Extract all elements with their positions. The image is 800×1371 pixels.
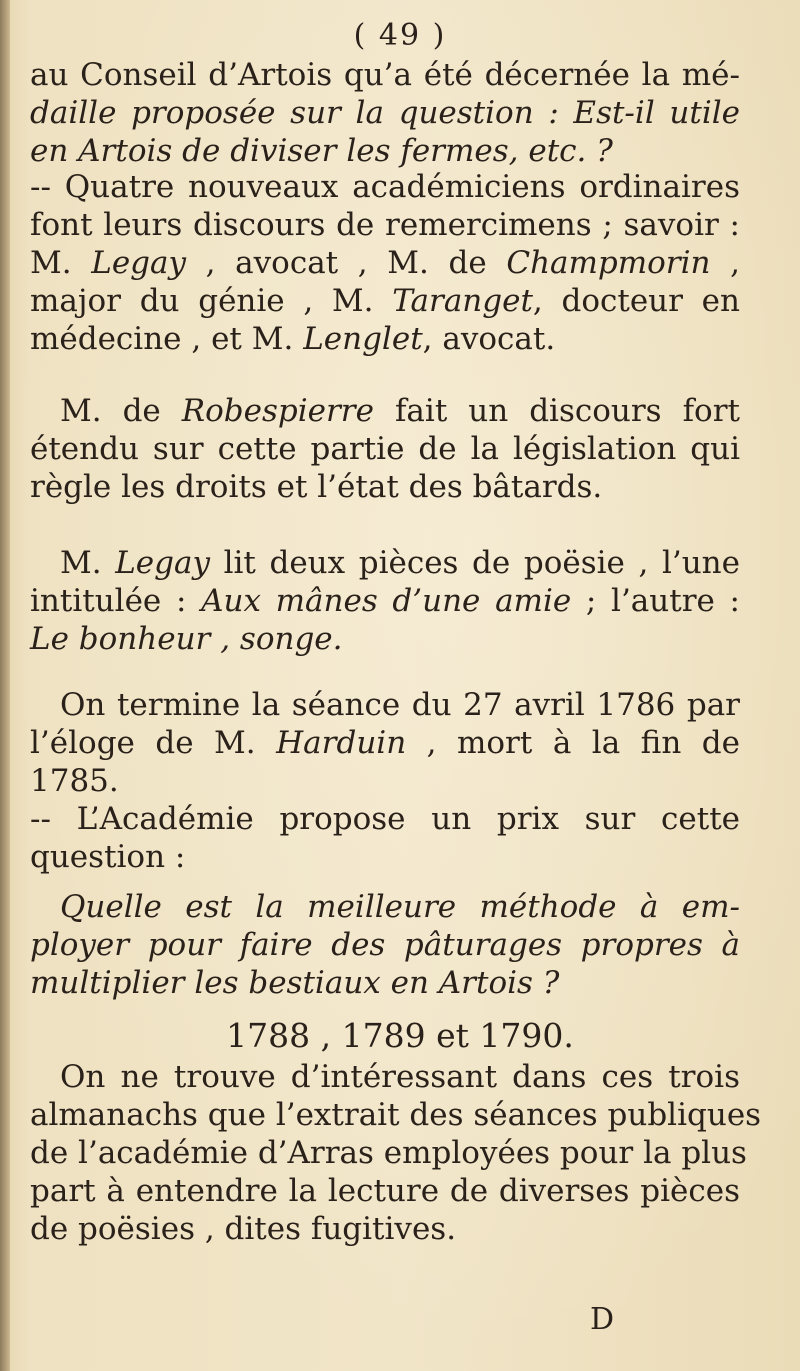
- text-line: au Conseil d’Artois qu’a été décernée la mé-: [30, 57, 740, 93]
- text-line: On ne trouve d’intéressant dans ces trois: [60, 1059, 740, 1095]
- text-run: ,: [710, 245, 741, 281]
- paragraph-session-close: [30, 686, 740, 800]
- name-legay: Legay: [115, 545, 210, 581]
- text-line: en Artois de diviser les fermes, etc. ?: [30, 133, 613, 169]
- binding-gutter: [0, 0, 10, 1371]
- text-run: , mort à la fin de: [406, 725, 740, 761]
- text-line: de l’académie d’Arras employées pour la plus: [30, 1135, 747, 1171]
- paragraph-prize-announcement: [30, 800, 740, 876]
- page-number: ( 49 ): [353, 18, 447, 53]
- text-run: , avocat , M. de: [186, 245, 507, 281]
- name-legay: Legay: [91, 245, 187, 281]
- text-line: [30, 544, 740, 582]
- text-line: -- Quatre nouveaux académiciens ordinaires: [30, 169, 740, 205]
- name-robespierre: Robespierre: [181, 393, 374, 429]
- name-taranget: Taranget: [392, 283, 533, 319]
- text-line: 1785.: [30, 763, 119, 799]
- text-line: -- L’Académie propose un prix sur cette: [30, 801, 740, 837]
- text-run: M.: [60, 545, 116, 581]
- name-lenglet: Lenglet: [303, 321, 423, 357]
- text-line: On termine la séance du 27 avril 1786 par: [60, 687, 740, 723]
- text-line: [30, 244, 740, 282]
- text-line: règle les droits et l’état des bâtards.: [30, 469, 603, 505]
- text-line: de poësies , dites fugitives.: [30, 1211, 457, 1247]
- paragraph-poetry-reading: [30, 544, 740, 658]
- text-line: ployer pour faire des pâturages propres à: [30, 927, 740, 963]
- text-line: multiplier les bestiaux en Artois ?: [30, 965, 560, 1001]
- text-run: ; l’autre :: [571, 583, 741, 619]
- text-run: médecine , et M.: [30, 321, 304, 357]
- text-run: , docteur en: [532, 283, 740, 319]
- text-run: lit deux pièces de poësie , l’une: [209, 545, 740, 581]
- text-line: [30, 392, 740, 430]
- paragraph-almanacs: [30, 1058, 762, 1248]
- paragraph-prize-medal: [30, 56, 740, 170]
- text-run: major du génie , M.: [30, 283, 393, 319]
- text-line: [30, 282, 740, 320]
- section-heading-years: 1788 , 1789 et 1790.: [226, 1016, 574, 1055]
- paragraph-new-academicians: [30, 168, 740, 358]
- name-champmorin: Champmorin: [506, 245, 711, 281]
- paragraph-prize-question: [30, 888, 740, 1002]
- text-line: Quelle est la meilleure méthode à em-: [60, 889, 740, 925]
- text-line: [30, 724, 740, 762]
- signature-mark: D: [590, 1302, 615, 1337]
- text-line: [30, 582, 740, 620]
- text-run: M. de: [60, 393, 182, 429]
- text-line: daille proposée sur la question : Est-il utile: [30, 95, 740, 131]
- text-run: fait un discours fort: [373, 393, 740, 429]
- text-line: font leurs discours de remercimens ; savoir :: [30, 207, 740, 243]
- text-line: part à entendre la lecture de diverses pièces: [30, 1173, 740, 1209]
- text-line: étendu sur cette partie de la législation qui: [30, 431, 740, 467]
- text-line: almanachs que l’extrait des séances publiques: [30, 1097, 762, 1133]
- text-line: [30, 320, 740, 358]
- text-run: , avocat.: [422, 321, 556, 357]
- paragraph-robespierre: [30, 392, 740, 506]
- text-run: intitulée :: [30, 583, 202, 619]
- poem-title: Aux mânes d’une amie: [201, 583, 572, 619]
- text-run: l’éloge de M.: [30, 725, 277, 761]
- text-line: question :: [30, 839, 186, 875]
- name-harduin: Harduin: [276, 725, 407, 761]
- poem-title: Le bonheur , songe.: [30, 621, 343, 657]
- text-run: M.: [30, 245, 92, 281]
